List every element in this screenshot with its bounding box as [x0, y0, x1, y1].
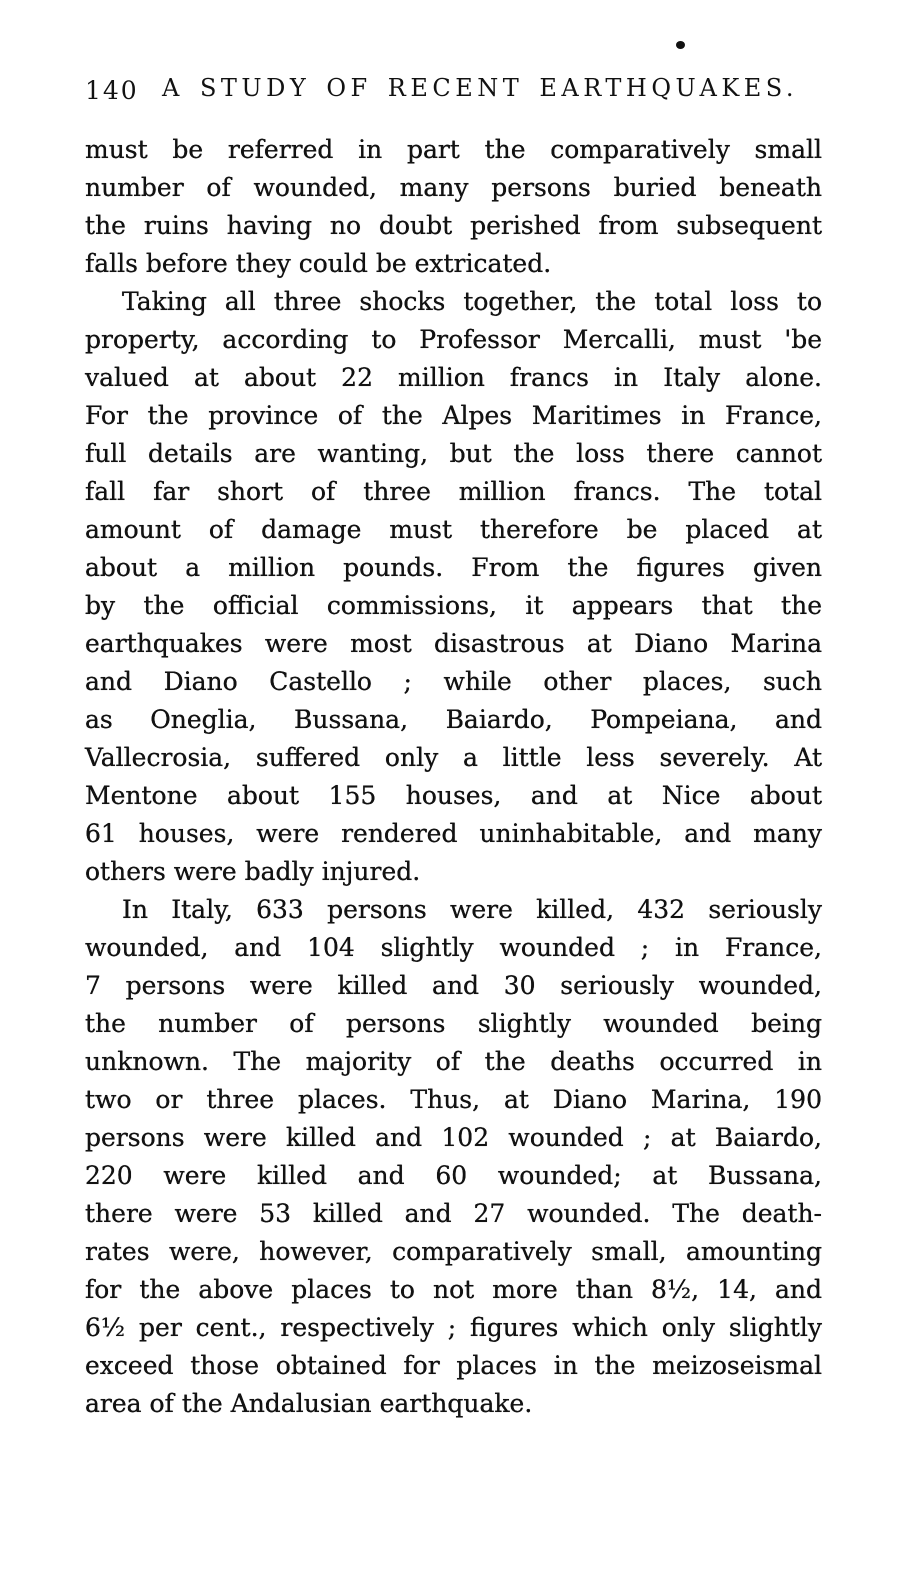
text-line: 61 houses, were rendered uninhabitable, and many [85, 819, 822, 848]
text-line: the ruins having no doubt perished from subsequent [85, 211, 822, 240]
text-line: For the province of the Alpes Maritimes in France, [85, 401, 822, 430]
text-line: Mentone about 155 houses, and at Nice about [85, 781, 822, 810]
text-line: property, according to Professor Mercalli, must 'be [85, 325, 822, 354]
text-line: number of wounded, many persons buried beneath [85, 173, 822, 202]
text-line: two or three places. Thus, at Diano Marina, 190 [85, 1085, 822, 1114]
text-line: about a million pounds. From the figures given [85, 553, 822, 582]
text-line: 6½ per cent., respectively ; figures which only slightly [85, 1313, 822, 1342]
page-header [85, 74, 815, 108]
text-line: amount of damage must therefore be placed at [85, 515, 822, 544]
running-title: A STUDY OF RECENT EARTHQUAKES. [161, 74, 798, 102]
text-line: and Diano Castello ; while other places, such [85, 667, 822, 696]
text-line: rates were, however, comparatively small, amounting [85, 1237, 822, 1266]
text-line: as Oneglia, Bussana, Baiardo, Pompeiana, and [85, 705, 822, 734]
page-number: 140 [85, 76, 139, 105]
text-line: others were badly injured. [85, 857, 421, 886]
text-line: exceed those obtained for places in the meizoseismal [85, 1351, 822, 1380]
text-line: falls before they could be extricated. [85, 249, 552, 278]
text-line: unknown. The majority of the deaths occurred in [85, 1047, 822, 1076]
text-line: valued at about 22 million francs in Italy alone. [85, 363, 822, 392]
text-line: 7 persons were killed and 30 seriously wounded, [85, 971, 822, 1000]
text-line: Vallecrosia, suffered only a little less severely. At [85, 743, 822, 772]
text-line: Taking all three shocks together, the total loss to [122, 287, 822, 316]
text-line: In Italy, 633 persons were killed, 432 seriously [122, 895, 822, 924]
text-line: there were 53 killed and 27 wounded. The death- [85, 1199, 822, 1228]
text-line: earthquakes were most disastrous at Diano Marina [85, 629, 822, 658]
text-line: fall far short of three million francs. The total [85, 477, 822, 506]
ink-dot-artifact [676, 41, 685, 49]
text-line: must be referred in part the comparatively small [85, 135, 822, 164]
text-line: 220 were killed and 60 wounded; at Bussana, [85, 1161, 822, 1190]
text-line: persons were killed and 102 wounded ; at Baiardo, [85, 1123, 822, 1152]
text-line: wounded, and 104 slightly wounded ; in France, [85, 933, 822, 962]
text-line: for the above places to not more than 8½, 14, and [85, 1275, 822, 1304]
text-line: the number of persons slightly wounded being [85, 1009, 822, 1038]
body-text [85, 131, 822, 1423]
text-line: by the official commissions, it appears that the [85, 591, 822, 620]
text-line: full details are wanting, but the loss there cannot [85, 439, 822, 468]
text-line: area of the Andalusian earthquake. [85, 1389, 533, 1418]
